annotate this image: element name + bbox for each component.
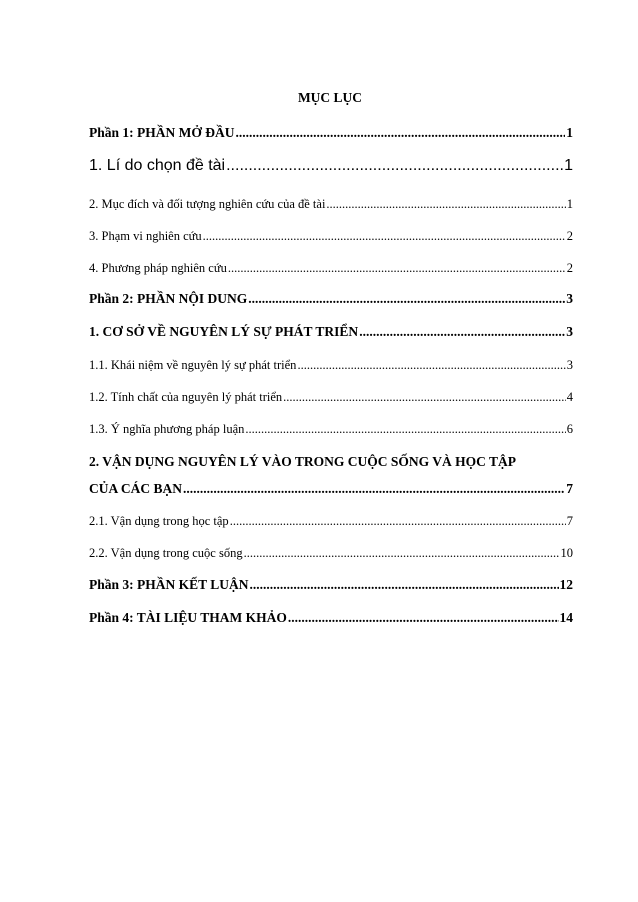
- toc-entry-part-4[interactable]: [89, 610, 573, 626]
- toc-entry-part-3[interactable]: [89, 577, 573, 593]
- dot-leader: [230, 514, 566, 529]
- dot-leader: [297, 358, 565, 373]
- toc-entry-page: 3: [566, 358, 573, 372]
- dot-leader: [228, 261, 566, 276]
- toc-entry-1-3[interactable]: [89, 422, 573, 437]
- toc-entry-label: 1. Lí do chọn đề tài: [89, 157, 226, 174]
- toc-entry-label: 1.3. Ý nghĩa phương pháp luận: [89, 422, 245, 436]
- toc-entry-3-scope[interactable]: [89, 229, 573, 244]
- toc-entry-page: 3: [566, 324, 573, 339]
- toc-entry-4-method[interactable]: [89, 261, 573, 276]
- toc-entry-page: 1: [566, 197, 573, 211]
- toc-entry-page: 1: [566, 125, 573, 140]
- toc-entry-label: Phần 4: TÀI LIỆU THAM KHẢO: [89, 610, 287, 625]
- toc-entry-page: 7: [566, 481, 573, 496]
- toc-entry-section-2[interactable]: [89, 481, 573, 497]
- toc-entry-2-purpose[interactable]: [89, 197, 573, 212]
- toc-entry-label: Phần 1: PHẦN MỞ ĐẦU: [89, 125, 235, 140]
- toc-entry-label: CỦA CÁC BẠN: [89, 481, 183, 496]
- toc-entry-part-2[interactable]: [89, 291, 573, 307]
- dot-leader: [226, 157, 563, 175]
- page-title: MỤC LỤC: [297, 90, 363, 105]
- toc-entry-1-1[interactable]: [89, 358, 573, 373]
- toc-entry-2-2[interactable]: [89, 546, 573, 561]
- dot-leader: [244, 546, 560, 561]
- toc-entry-label: 2. Mục đích và đối tượng nghiên cứu của đề tài: [89, 197, 326, 211]
- toc-entry-label: Phần 2: PHẦN NỘI DUNG: [89, 291, 248, 306]
- toc-entry-label: 4. Phương pháp nghiên cứu: [89, 261, 227, 275]
- toc-entry-part-1[interactable]: [89, 125, 573, 141]
- toc-entry-page: 4: [566, 390, 573, 404]
- toc-entry-page: 3: [566, 291, 573, 306]
- toc-entry-page: 10: [560, 546, 573, 560]
- toc-entry-label: 1.1. Khái niệm về nguyên lý sự phát triển: [89, 358, 297, 372]
- toc-entry-label: 1. CƠ SỞ VỀ NGUYÊN LÝ SỰ PHÁT TRIỂN: [89, 324, 359, 339]
- toc-entry-section-2-line1[interactable]: 2. VẬN DỤNG NGUYÊN LÝ VÀO TRONG CUỘC SỐNG VÀ HỌC TẬP: [89, 454, 517, 469]
- toc-entry-1-reason[interactable]: [89, 157, 573, 175]
- toc-entry-page: 2: [566, 261, 573, 275]
- toc-entry-page: 14: [559, 610, 573, 625]
- toc-entry-page: 6: [566, 422, 573, 436]
- dot-leader: [250, 577, 559, 593]
- toc-entry-page: 1: [564, 157, 573, 174]
- toc-entry-section-1[interactable]: [89, 324, 573, 340]
- toc-entry-2-1[interactable]: [89, 514, 573, 529]
- dot-leader: [288, 610, 559, 626]
- toc-entry-page: 7: [566, 514, 573, 528]
- toc-entry-page: 2: [566, 229, 573, 243]
- dot-leader: [283, 390, 566, 405]
- dot-leader: [248, 291, 565, 307]
- dot-leader: [236, 125, 566, 141]
- toc-entry-label: 2.1. Vận dụng trong học tập: [89, 514, 229, 528]
- toc-entry-page: 12: [559, 577, 573, 592]
- toc-entry-label: 2.2. Vận dụng trong cuộc sống: [89, 546, 243, 560]
- dot-leader: [359, 324, 565, 340]
- toc-entry-label: Phần 3: PHẦN KẾT LUẬN: [89, 577, 249, 592]
- dot-leader: [245, 422, 565, 437]
- toc-entry-1-2[interactable]: [89, 390, 573, 405]
- toc-entry-label: 1.2. Tính chất của nguyên lý phát triển: [89, 390, 283, 404]
- dot-leader: [203, 229, 566, 244]
- dot-leader: [326, 197, 565, 212]
- dot-leader: [183, 481, 565, 497]
- toc-entry-label: 3. Phạm vi nghiên cứu: [89, 229, 202, 243]
